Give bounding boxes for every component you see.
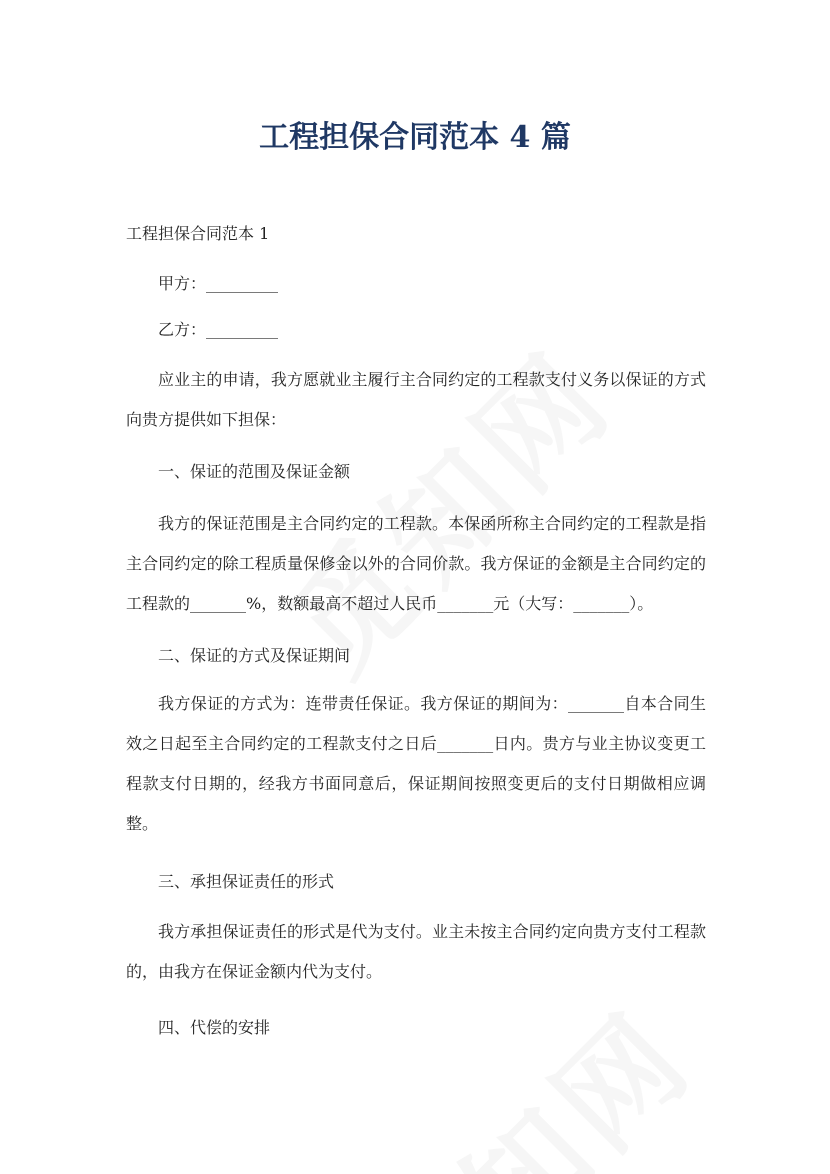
clause-heading-4: 四、代偿的安排 [158, 1018, 271, 1037]
clause-heading-3: 三、承担保证责任的形式 [158, 872, 335, 891]
section-heading: 工程担保合同范本 1 [126, 224, 270, 243]
clause-body-2: 我方保证的方式为：连带责任保证。我方保证的期间为：_______自本合同生效之日起至主合同约定的工程款支付之日后_______日内。贵方与业主协议变更工程款支付日期的，经我方书面同意后，保证期间按照变更后的支付日期做相应调整。 [126, 694, 706, 833]
clause-heading-2: 二、保证的方式及保证期间 [158, 646, 351, 665]
party-a-line: 甲方：_________ [158, 274, 279, 293]
party-b-line: 乙方：_________ [158, 320, 279, 339]
clause-heading-1: 一、保证的范围及保证金额 [158, 462, 351, 481]
document-title: 工程担保合同范本 4 篇 [259, 120, 571, 155]
clause-body-3: 我方承担保证责任的形式是代为支付。业主未按主合同约定向贵方支付工程款的，由我方在保证金额内代为支付。 [126, 922, 706, 981]
clause-body-1: 我方的保证范围是主合同约定的工程款。本保函所称主合同约定的工程款是指主合同约定的除工程质量保修金以外的合同价款。我方保证的金额是主合同约定的工程款的_______%，数额最高不超过人民币_______元（大写：_______）。 [126, 514, 706, 613]
intro-paragraph: 应业主的申请，我方愿就业主履行主合同约定的工程款支付义务以保证的方式向贵方提供如下担保： [126, 370, 706, 429]
watermark-text-bottom [326, 967, 723, 1174]
